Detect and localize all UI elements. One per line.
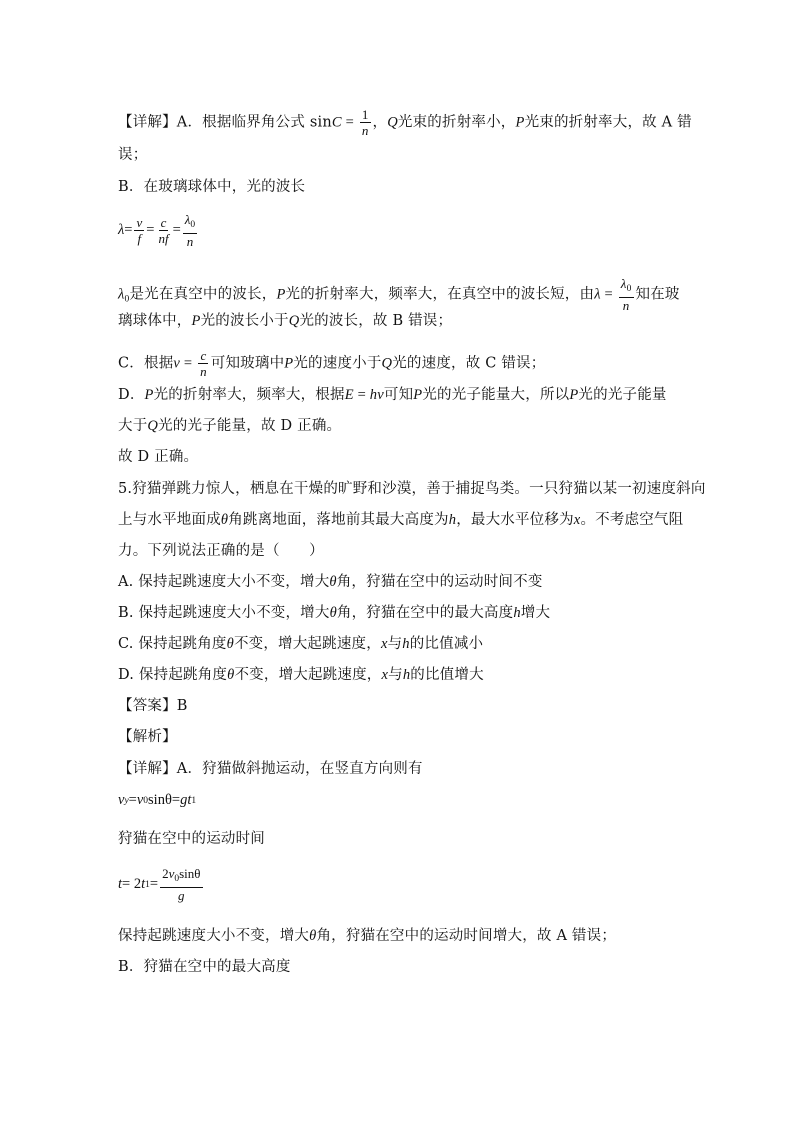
text: 光的波长小于 <box>200 313 289 329</box>
text: A. 保持起跳速度大小不变，增大 <box>118 574 330 590</box>
text: 光的速度，故 C 错误； <box>392 355 546 372</box>
math-var: v <box>136 792 144 808</box>
numerator: 1 <box>361 107 369 122</box>
math-op: = <box>341 114 358 131</box>
detail-d-line <box>118 386 667 404</box>
math-var: θ <box>329 574 337 590</box>
denominator: n <box>200 364 207 379</box>
denominator: g <box>178 888 185 903</box>
math-var: v <box>118 792 125 808</box>
text: ，最大水平位移为 <box>456 512 574 528</box>
text: 【详解】A．根据临界角公式 sin <box>118 114 332 131</box>
fraction-c-over-n <box>198 348 209 379</box>
math-op: = <box>128 792 137 808</box>
numerator <box>183 212 197 234</box>
fraction-lambda0-over-n <box>183 212 197 249</box>
question-5-line-2 <box>118 511 683 529</box>
fraction-1-over-n <box>360 107 371 138</box>
math-var: x <box>381 667 389 683</box>
text: D． <box>118 387 145 403</box>
math-var: Q <box>387 114 398 131</box>
math-op: = <box>180 355 197 372</box>
math-var: t <box>118 876 123 892</box>
math-op: = <box>124 222 133 238</box>
detail-b-line: B．在玻璃球体中，光的波长 <box>118 179 306 195</box>
text: 与 <box>388 667 403 683</box>
math-op: = <box>171 792 181 808</box>
math-var: λ <box>594 286 601 303</box>
denominator: f <box>137 231 142 246</box>
numerator: c <box>160 215 167 230</box>
math-var: P <box>569 387 579 403</box>
numerator <box>619 276 634 298</box>
math-var: x <box>573 512 581 528</box>
math-var: θ <box>220 512 229 528</box>
detail-c-line <box>118 348 545 379</box>
math-var: P <box>144 387 154 403</box>
text: 光的折射率大，频率大，根据 <box>153 387 345 403</box>
option-d <box>118 666 484 684</box>
math-var: P <box>191 313 201 329</box>
math-var: θ <box>227 667 235 683</box>
detail-a-line-cont: 误； <box>118 147 148 163</box>
math-var: x <box>380 636 388 652</box>
math-var: P <box>284 355 294 372</box>
fraction-2v0sin-over-g <box>160 866 202 903</box>
option-a <box>118 573 543 591</box>
text: 光的光子能量 <box>578 387 667 403</box>
text: D. 保持起跳角度 <box>118 667 228 683</box>
time-text: 狩猫在空中的运动时间 <box>118 831 265 847</box>
subscript: 0 <box>174 874 180 884</box>
text: 大于 <box>118 418 148 434</box>
subscript: y <box>124 795 129 806</box>
lambda0-explanation-line <box>118 276 680 313</box>
denominator: n <box>186 234 194 249</box>
math-var: λ <box>620 276 627 291</box>
analysis-label: 【解析】 <box>118 729 177 745</box>
math-var: h <box>402 636 410 652</box>
math-op: = <box>172 222 181 238</box>
text: 光的光子能量大，所以 <box>422 387 570 403</box>
text: 角，狩猫在空中的运动时间不变 <box>336 574 543 590</box>
text: C. 保持起跳角度 <box>118 636 227 652</box>
text: 光的折射率大，频率大，在真空中的波长短，由 <box>285 286 595 303</box>
math-var: h <box>402 667 411 683</box>
denominator: n <box>622 298 630 313</box>
math-op: = <box>146 222 155 238</box>
numerator: v <box>136 215 143 230</box>
numerator <box>160 866 202 888</box>
vy-formula <box>118 792 196 809</box>
subscript: 1 <box>145 879 150 890</box>
math-var: Q <box>147 418 159 434</box>
math-var: t <box>141 876 146 892</box>
denominator: nf <box>158 231 169 246</box>
text: B. 保持起跳速度大小不变，增大 <box>118 605 330 621</box>
math-var: λ <box>118 222 125 238</box>
math-var: Q <box>381 355 393 372</box>
text: 。不考虑空气阻 <box>580 512 684 528</box>
math-op: = <box>149 876 159 892</box>
subscript: 0 <box>190 220 196 230</box>
text: 光束的折射率小， <box>397 114 516 131</box>
text: 璃球体中， <box>118 313 192 329</box>
text: ， <box>372 114 388 131</box>
conclusion-a <box>118 927 616 945</box>
detail-d-line-cont <box>118 417 341 435</box>
subscript: 0 <box>626 284 632 294</box>
question-5-line-3: 力。下列说法正确的是（ ） <box>118 543 324 559</box>
numerator: c <box>200 348 207 363</box>
fraction-c-over-nf <box>156 215 170 246</box>
fraction-lambda0-over-n <box>619 276 634 313</box>
math-var: gt <box>180 792 192 808</box>
text: 角，狩猫在空中的最大高度 <box>336 605 514 621</box>
lambda-formula <box>118 212 199 249</box>
text: 角跳离地面，落地前其最大高度为 <box>228 512 449 528</box>
math-var: C <box>331 114 342 131</box>
math-op: = <box>600 286 617 303</box>
detail-a-line <box>118 107 692 138</box>
option-b <box>118 604 550 622</box>
subscript: 0 <box>124 294 130 305</box>
math-var: θ <box>309 928 317 944</box>
math-var: hν <box>369 387 384 403</box>
denominator: n <box>361 123 369 138</box>
math-var: P <box>276 286 286 303</box>
number: 2 <box>162 866 169 881</box>
text: 是光在真空中的波长， <box>129 286 277 303</box>
math-var: E <box>344 387 354 403</box>
math-op: = <box>353 387 370 403</box>
text: C．根据 <box>118 355 174 372</box>
math-var: Q <box>288 313 300 329</box>
math-var: v <box>168 866 175 881</box>
math-var: h <box>448 512 457 528</box>
t-formula <box>118 866 205 903</box>
detail-label-a: 【详解】A．狩猫做斜抛运动，在竖直方向则有 <box>118 761 423 777</box>
text: 可知 <box>383 387 414 403</box>
text: 可知玻璃中 <box>210 355 285 372</box>
answer-label: 【答案】B <box>118 698 188 714</box>
text: 增大 <box>520 605 551 621</box>
text: 不变，增大起跳速度， <box>234 667 382 683</box>
math-var: v <box>173 355 181 372</box>
math-var: λ <box>184 212 191 227</box>
detail-b-height: B．狩猫在空中的最大高度 <box>118 959 291 975</box>
conclusion-d: 故 D 正确。 <box>118 449 199 465</box>
math-var: θ <box>226 636 234 652</box>
fraction-v-over-f <box>134 215 144 246</box>
math-func: sinθ <box>179 866 201 881</box>
text: 的比值增大 <box>410 667 484 683</box>
math-var: P <box>515 114 525 131</box>
option-c <box>118 635 483 653</box>
text: 光的速度小于 <box>293 355 382 372</box>
subscript: 0 <box>143 795 149 806</box>
question-5-line-1: 5.狩猫弹跳力惊人，栖息在干燥的旷野和沙漠，善于捕捉鸟类。一只狩猫以某一初速度斜向 <box>118 481 706 497</box>
math-func: sinθ <box>148 792 172 808</box>
math-op: = 2 <box>122 876 142 892</box>
text: 角，狩猫在空中的运动时间增大，故 A 错误； <box>316 928 617 944</box>
text: 保持起跳速度大小不变，增大 <box>118 928 310 944</box>
math-var: h <box>513 605 521 621</box>
text: 光的光子能量，故 D 正确。 <box>158 418 342 434</box>
math-var: θ <box>329 605 337 621</box>
text: 上与水平地面成 <box>118 512 221 528</box>
text: 的比值减小 <box>409 636 484 652</box>
subscript: 1 <box>191 795 197 806</box>
lambda0-explanation-line-cont <box>118 312 452 330</box>
text: 不变，增大起跳速度， <box>233 636 381 652</box>
text: 与 <box>387 636 403 652</box>
text: 光的波长，故 B 错误； <box>299 313 453 329</box>
text: 知在玻 <box>635 286 680 303</box>
text: 光束的折射率大，故 A 错 <box>524 114 692 131</box>
math-var: λ <box>118 286 125 303</box>
math-var: P <box>413 387 423 403</box>
